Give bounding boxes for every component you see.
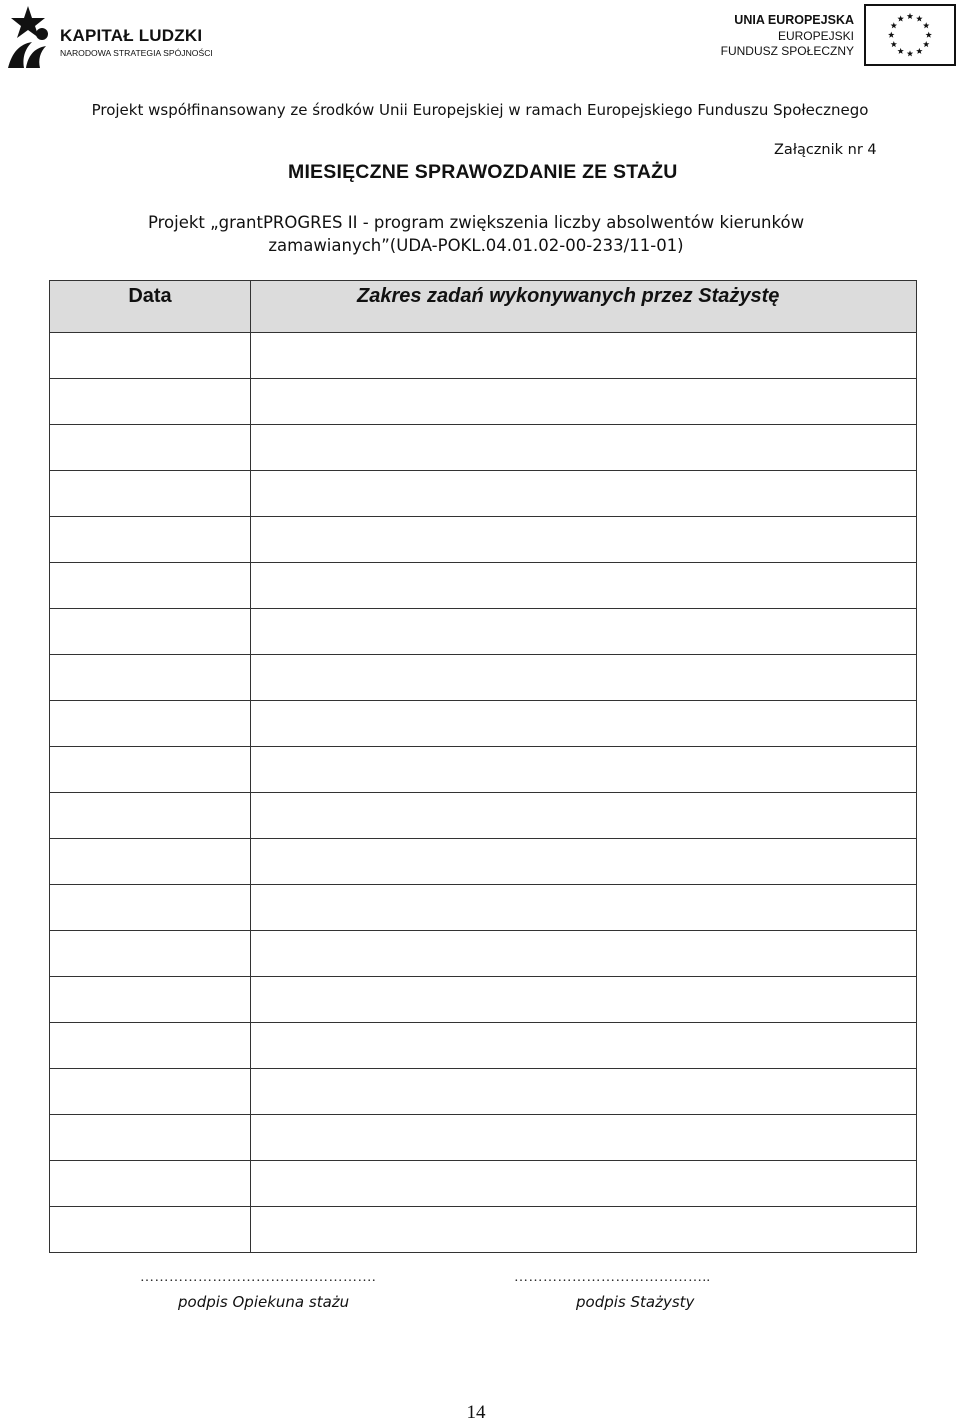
table-row	[50, 1115, 917, 1161]
eu-logo	[720, 4, 958, 68]
date-cell[interactable]	[50, 1115, 251, 1161]
document-title: MIESIĘCZNE SPRAWOZDANIE ZE STAŻU	[288, 161, 678, 183]
task-cell[interactable]	[251, 471, 917, 517]
table-header-row	[50, 281, 917, 333]
eu-star-icon	[907, 50, 913, 56]
eu-star-icon	[923, 41, 929, 47]
table-row	[50, 747, 917, 793]
eu-flag-icon	[864, 4, 956, 66]
date-cell[interactable]	[50, 747, 251, 793]
task-cell[interactable]	[251, 793, 917, 839]
table-row	[50, 425, 917, 471]
date-cell[interactable]	[50, 839, 251, 885]
eu-logo-line2: EUROPEJSKI	[777, 29, 854, 43]
date-cell[interactable]	[50, 655, 251, 701]
table-row	[50, 609, 917, 655]
table-row	[50, 885, 917, 931]
table-row	[50, 1161, 917, 1207]
task-cell[interactable]	[251, 1115, 917, 1161]
column-header-date: Data	[50, 281, 251, 333]
date-cell[interactable]	[50, 885, 251, 931]
date-cell[interactable]	[50, 1023, 251, 1069]
eu-star-icon	[897, 48, 903, 54]
eu-star-icon	[926, 32, 932, 38]
supervisor-signature-line: ………………………………………….	[140, 1270, 376, 1285]
logo-tagline-text: NARODOWA STRATEGIA SPÓJNOŚCI	[60, 48, 213, 58]
kapital-ludzki-emblem-icon	[2, 4, 54, 70]
date-cell[interactable]	[50, 1069, 251, 1115]
supervisor-signature-label: podpis Opiekuna stażu	[178, 1293, 350, 1311]
date-cell[interactable]	[50, 609, 251, 655]
table-row	[50, 517, 917, 563]
table-row	[50, 1069, 917, 1115]
logo-brand-text: KAPITAŁ LUDZKI	[60, 26, 203, 45]
table-row	[50, 931, 917, 977]
intern-signature-line: …………………………………..	[514, 1270, 711, 1285]
table-row	[50, 333, 917, 379]
date-cell[interactable]	[50, 425, 251, 471]
table-row	[50, 839, 917, 885]
task-cell[interactable]	[251, 747, 917, 793]
date-cell[interactable]	[50, 517, 251, 563]
eu-star-icon	[891, 41, 897, 47]
task-cell[interactable]	[251, 1207, 917, 1253]
task-cell[interactable]	[251, 1161, 917, 1207]
eu-star-icon	[916, 15, 922, 21]
column-header-tasks: Zakres zadań wykonywanych przez Stażystę	[251, 281, 917, 333]
task-cell[interactable]	[251, 1069, 917, 1115]
date-cell[interactable]	[50, 563, 251, 609]
project-line-2: zamawianych”(UDA-POKL.04.01.02-00-233/11-01)	[268, 236, 684, 255]
task-cell[interactable]	[251, 609, 917, 655]
date-cell[interactable]	[50, 1161, 251, 1207]
table-row	[50, 1023, 917, 1069]
task-cell[interactable]	[251, 931, 917, 977]
task-cell[interactable]	[251, 977, 917, 1023]
table-row	[50, 379, 917, 425]
eu-star-icon	[891, 22, 897, 28]
eu-star-icon	[916, 48, 922, 54]
kapital-ludzki-logo	[2, 4, 232, 72]
eu-logo-line1: UNIA EUROPEJSKA	[734, 13, 854, 27]
task-cell[interactable]	[251, 425, 917, 471]
eu-star-icon	[888, 32, 894, 38]
eu-logo-line3: FUNDUSZ SPOŁECZNY	[720, 44, 854, 58]
table-body	[50, 333, 917, 1253]
date-cell[interactable]	[50, 793, 251, 839]
project-line-1: Projekt „grantPROGRES II - program zwiększenia liczby absolwentów kierunków	[147, 213, 805, 232]
date-cell[interactable]	[50, 701, 251, 747]
table-row	[50, 471, 917, 517]
table-row	[50, 793, 917, 839]
date-cell[interactable]	[50, 379, 251, 425]
task-cell[interactable]	[251, 655, 917, 701]
table-row	[50, 563, 917, 609]
task-cell[interactable]	[251, 839, 917, 885]
intern-signature-label: podpis Stażysty	[576, 1293, 695, 1311]
task-cell[interactable]	[251, 701, 917, 747]
task-cell[interactable]	[251, 379, 917, 425]
table-row	[50, 701, 917, 747]
task-cell[interactable]	[251, 1023, 917, 1069]
date-cell[interactable]	[50, 471, 251, 517]
date-cell[interactable]	[50, 977, 251, 1023]
task-cell[interactable]	[251, 885, 917, 931]
cofinance-note: Projekt współfinansowany ze środków Unii Europejskiej w ramach Europejskiego Funduszu Społecznego	[91, 101, 869, 119]
task-cell[interactable]	[251, 563, 917, 609]
date-cell[interactable]	[50, 931, 251, 977]
eu-star-icon	[907, 13, 913, 19]
table-row	[50, 977, 917, 1023]
report-table	[49, 280, 917, 1253]
eu-star-icon	[923, 22, 929, 28]
task-cell[interactable]	[251, 517, 917, 563]
task-cell[interactable]	[251, 333, 917, 379]
eu-star-icon	[897, 15, 903, 21]
table-row	[50, 655, 917, 701]
page-number: 14	[466, 1402, 486, 1423]
annex-label: Załącznik nr 4	[774, 142, 877, 158]
date-cell[interactable]	[50, 333, 251, 379]
date-cell[interactable]	[50, 1207, 251, 1253]
table-row	[50, 1207, 917, 1253]
